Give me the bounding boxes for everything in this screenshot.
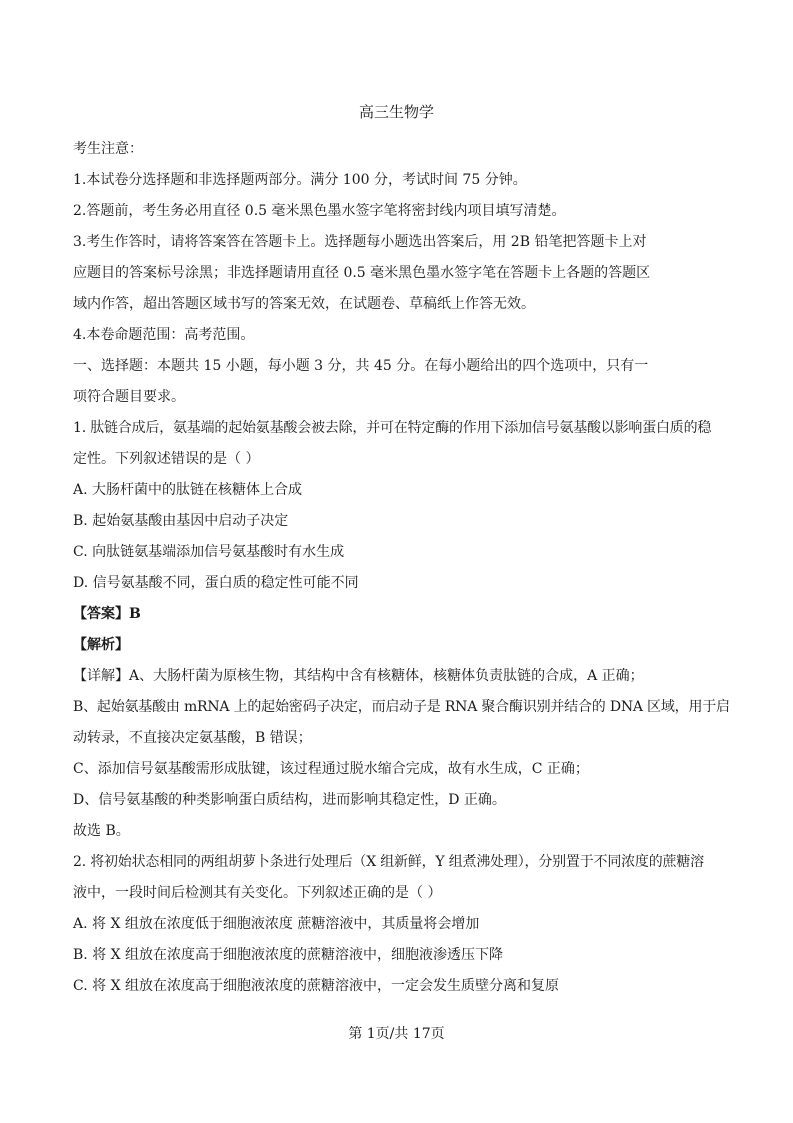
notice-item-2: 2.答题前，考生务必用直径 0.5 毫米黑色墨水签字笔将密封线内项目填写清楚。 <box>73 203 566 219</box>
notice-heading: 考生注意： <box>73 141 143 157</box>
q1-option-d: D. 信号氨基酸不同，蛋白质的稳定性可能不同 <box>73 575 359 591</box>
q1-detail-line3: 动转录，不直接决定氨基酸，B 错误； <box>73 730 312 746</box>
q1-stem-line2: 定性。下列叙述错误的是（ ） <box>73 451 260 467</box>
q1-detail-line2: B、起始氨基酸由 mRNA 上的起始密码子决定，而启动子是 RNA 聚合酶识别并结合的 DNA 区域，用于启 <box>73 699 730 715</box>
notice-item-3: 3.考生作答时，请将答案答在答题卡上。选择题每小题选出答案后，用 2B 铅笔把答题卡上对 <box>73 234 647 250</box>
q1-detail-line1: 【详解】A、大肠杆菌为原核生物，其结构中含有核糖体，核糖体负责肽链的合成，A 正确； <box>73 668 644 684</box>
section-heading-line1: 一、选择题：本题共 15 小题，每小题 3 分，共 45 分。在每小题给出的四个选项中，只有一 <box>73 358 649 374</box>
q1-analysis-label: 【解析】 <box>73 637 129 653</box>
q1-option-a: A. 大肠杆菌中的肽链在核糖体上合成 <box>73 482 303 498</box>
q1-option-c: C. 向肽链氨基端添加信号氨基酸时有水生成 <box>73 544 345 560</box>
notice-item-3-cont: 应题目的答案标号涂黑；非选择题请用直径 0.5 毫米黑色墨水签字笔在答题卡上各题的答题区 <box>73 265 651 281</box>
notice-item-1: 1.本试卷分选择题和非选择题两部分。满分 100 分，考试时间 75 分钟。 <box>73 172 527 188</box>
page-title: 高三生物学 <box>358 103 434 121</box>
q1-detail-line4: C、添加信号氨基酸需形成肽键，该过程通过脱水缩合完成，故有水生成，C 正确； <box>73 761 589 777</box>
q2-option-c: C. 将 X 组放在浓度高于细胞液浓度的蔗糖溶液中，一定会发生质壁分离和复原 <box>73 978 559 994</box>
section-heading-line2: 项符合题目要求。 <box>73 389 185 405</box>
page-footer: 第 1页/共 17页 <box>348 1026 445 1042</box>
notice-item-3-cont2: 域内作答，超出答题区域书写的答案无效，在试题卷、草稿纸上作答无效。 <box>73 296 535 312</box>
q2-option-b: B. 将 X 组放在浓度高于细胞液浓度的蔗糖溶液中，细胞液渗透压下降 <box>73 947 504 963</box>
q2-stem-line1: 2. 将初始状态相同的两组胡萝卜条进行处理后（X 组新鲜，Y 组煮沸处理），分别置于不同浓度的蔗糖溶 <box>73 854 704 870</box>
notice-item-4: 4.本卷命题范围：高考范围。 <box>73 327 255 343</box>
q2-stem-line2: 液中，一段时间后检测其有关变化。下列叙述正确的是（ ） <box>73 885 442 901</box>
q1-conclusion: 故选 B。 <box>73 823 130 839</box>
q2-option-a: A. 将 X 组放在浓度低于细胞液浓度 蔗糖溶液中，其质量将会增加 <box>73 916 480 932</box>
q1-option-b: B. 起始氨基酸由基因中启动子决定 <box>73 513 289 529</box>
q1-stem-line1: 1. 肽链合成后，氨基端的起始氨基酸会被去除，并可在特定酶的作用下添加信号氨基酸以影响蛋白质的稳 <box>73 420 712 436</box>
q1-detail-line5: D、信号氨基酸的种类影响蛋白质结构，进而影响其稳定性，D 正确。 <box>73 792 506 808</box>
q1-answer: 【答案】B <box>73 606 141 622</box>
